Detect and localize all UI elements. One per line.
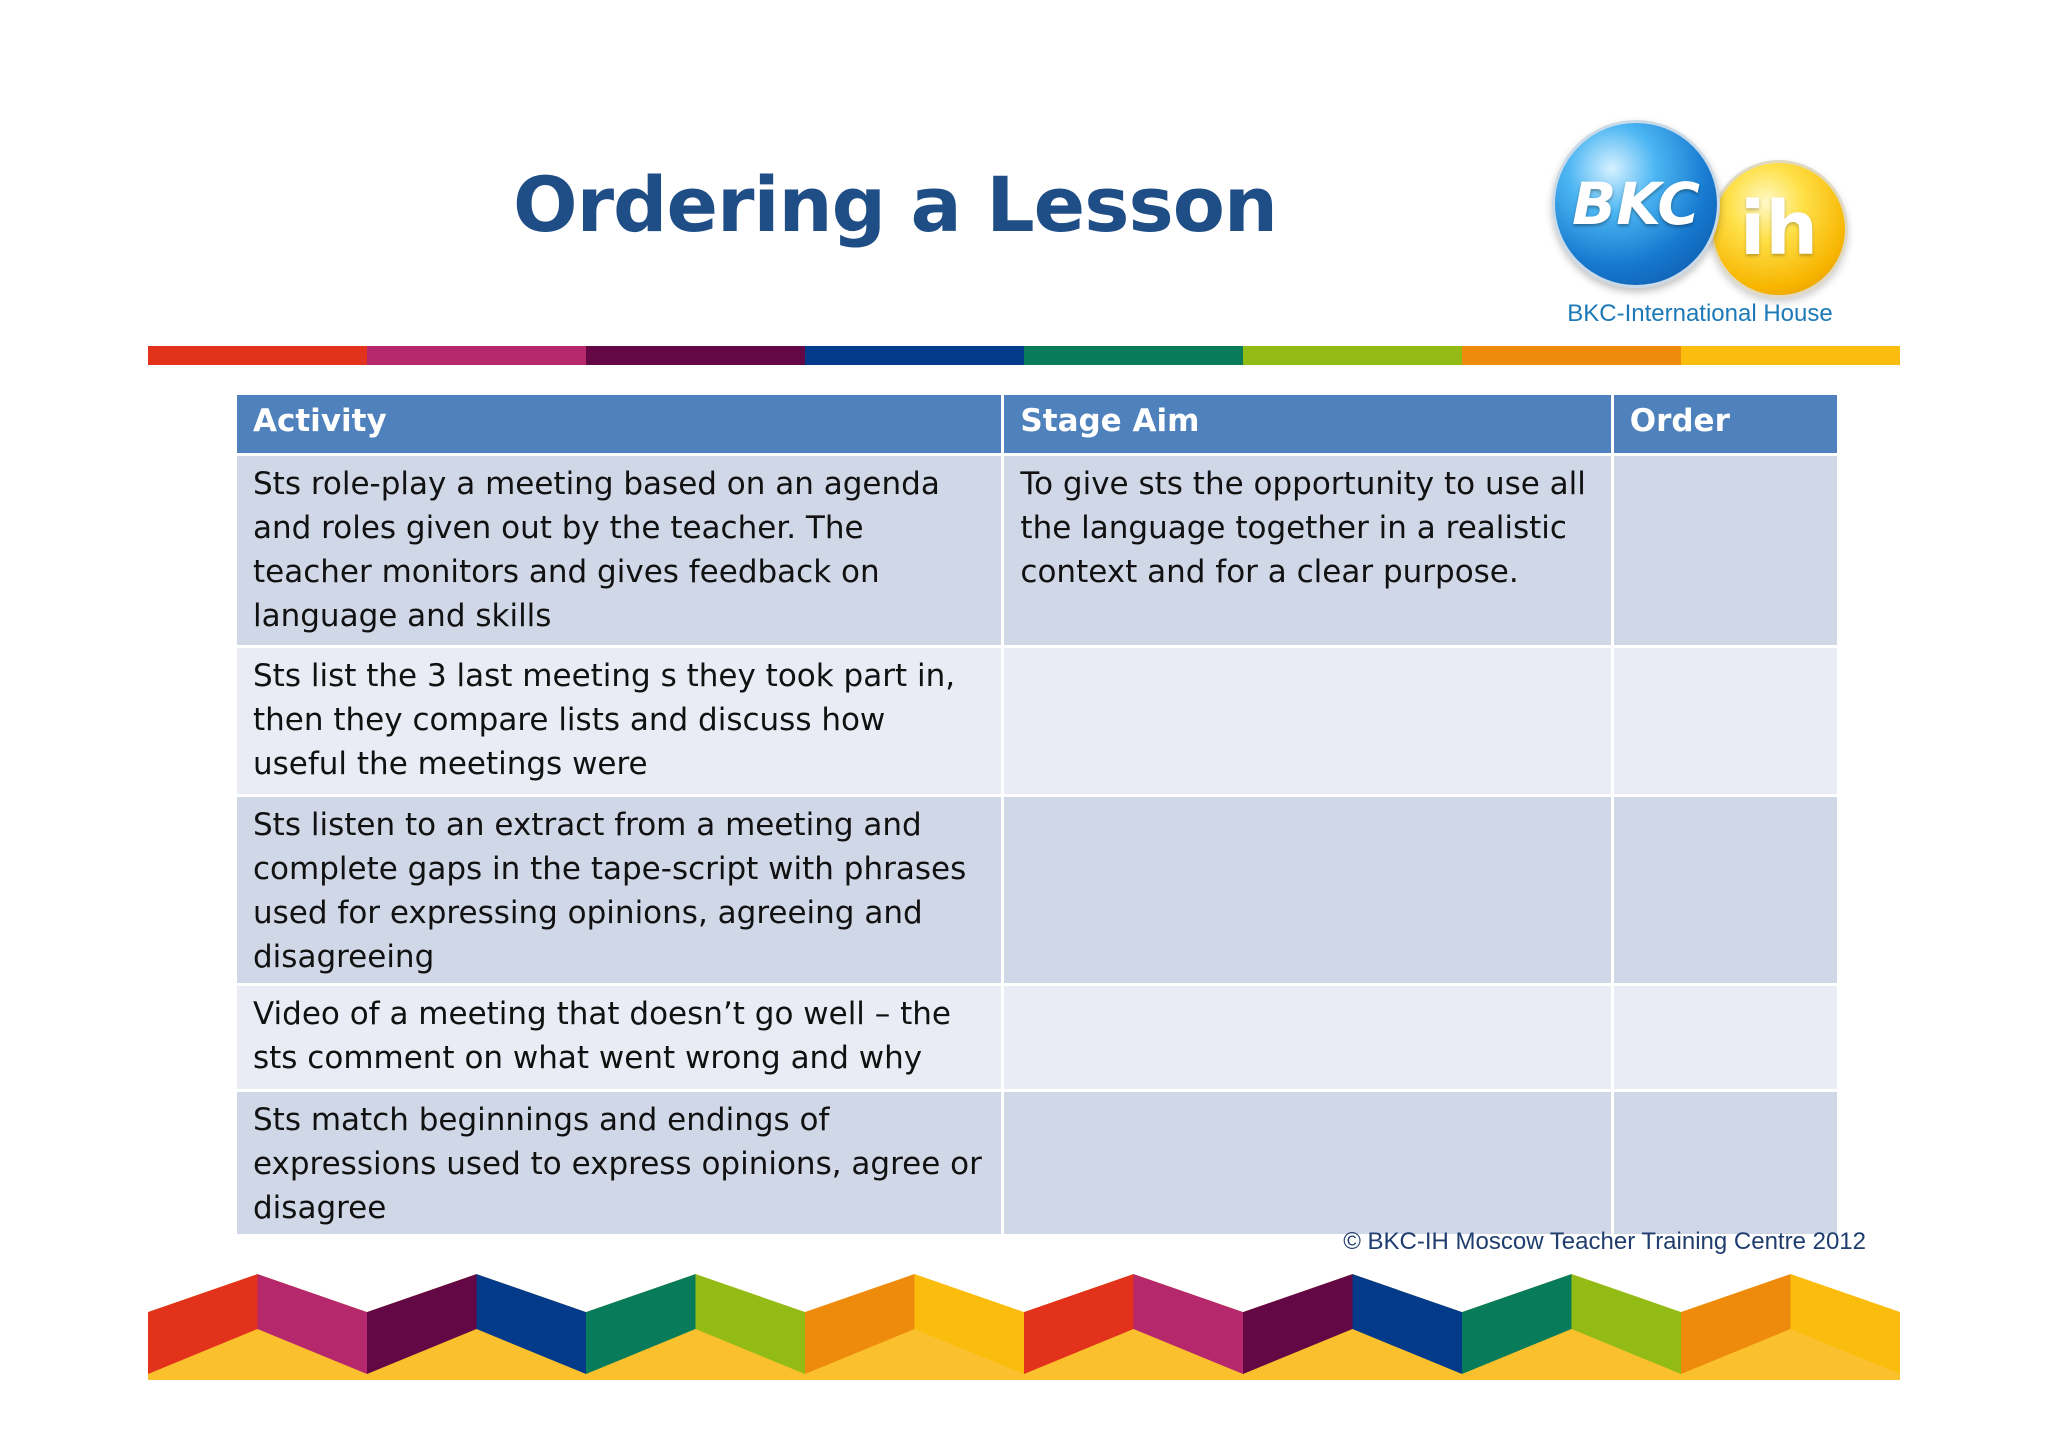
table-row xyxy=(236,647,1839,796)
table-row xyxy=(236,796,1839,985)
order-cell[interactable] xyxy=(1612,647,1838,796)
stage-aim-cell[interactable] xyxy=(1003,1091,1612,1236)
table-row xyxy=(236,1091,1839,1236)
stage-aim-cell[interactable] xyxy=(1003,796,1612,985)
stripe-segment xyxy=(1462,346,1681,365)
ih-logo-circle: ih xyxy=(1710,160,1848,298)
slide-title: Ordering a Lesson xyxy=(512,160,1278,249)
stripe-segment xyxy=(148,346,367,365)
bkc-logo-circle: BKC xyxy=(1552,120,1720,288)
activity-cell: Sts list the 3 last meeting s they took part in, then they compare lists and discuss how useful the meetings were xyxy=(236,647,1003,796)
stage-aim-cell[interactable] xyxy=(1003,647,1612,796)
activity-cell: Sts listen to an extract from a meeting and complete gaps in the tape-script with phrases used for expressing opinions, agreeing and disagreeing xyxy=(236,796,1003,985)
stripe-segment xyxy=(1243,346,1462,365)
stripe-segment xyxy=(586,346,805,365)
table-row xyxy=(236,985,1839,1091)
stripe-segment xyxy=(1681,346,1900,365)
color-stripe xyxy=(148,346,1900,365)
activity-cell: Sts match beginnings and endings of expressions used to express opinions, agree or disagree xyxy=(236,1091,1003,1236)
header-activity: Activity xyxy=(236,394,1003,455)
activity-cell: Sts role-play a meeting based on an agenda and roles given out by the teacher. The teacher monitors and gives feedback on language and skills xyxy=(236,455,1003,647)
bkc-ih-logo xyxy=(1540,112,1860,342)
order-cell[interactable] xyxy=(1612,1091,1838,1236)
stripe-segment xyxy=(805,346,1024,365)
order-cell[interactable] xyxy=(1612,796,1838,985)
order-cell[interactable] xyxy=(1612,455,1838,647)
activity-cell: Video of a meeting that doesn’t go well – the sts comment on what went wrong and why xyxy=(236,985,1003,1091)
stripe-segment xyxy=(367,346,586,365)
table-row xyxy=(236,455,1839,647)
zigzag-border xyxy=(148,1274,1900,1380)
order-cell[interactable] xyxy=(1612,985,1838,1091)
logo-caption: BKC-International House xyxy=(1567,300,1833,327)
table-header-row xyxy=(236,394,1839,455)
header-stage-aim: Stage Aim xyxy=(1003,394,1612,455)
stage-aim-cell[interactable] xyxy=(1003,985,1612,1091)
copyright-notice: © BKC-IH Moscow Teacher Training Centre 2012 xyxy=(1343,1228,1866,1255)
header-order: Order xyxy=(1612,394,1838,455)
lesson-table xyxy=(234,392,1840,1237)
stage-aim-cell[interactable]: To give sts the opportunity to use all the language together in a realistic context and for a clear purpose. xyxy=(1003,455,1612,647)
stripe-segment xyxy=(1024,346,1243,365)
